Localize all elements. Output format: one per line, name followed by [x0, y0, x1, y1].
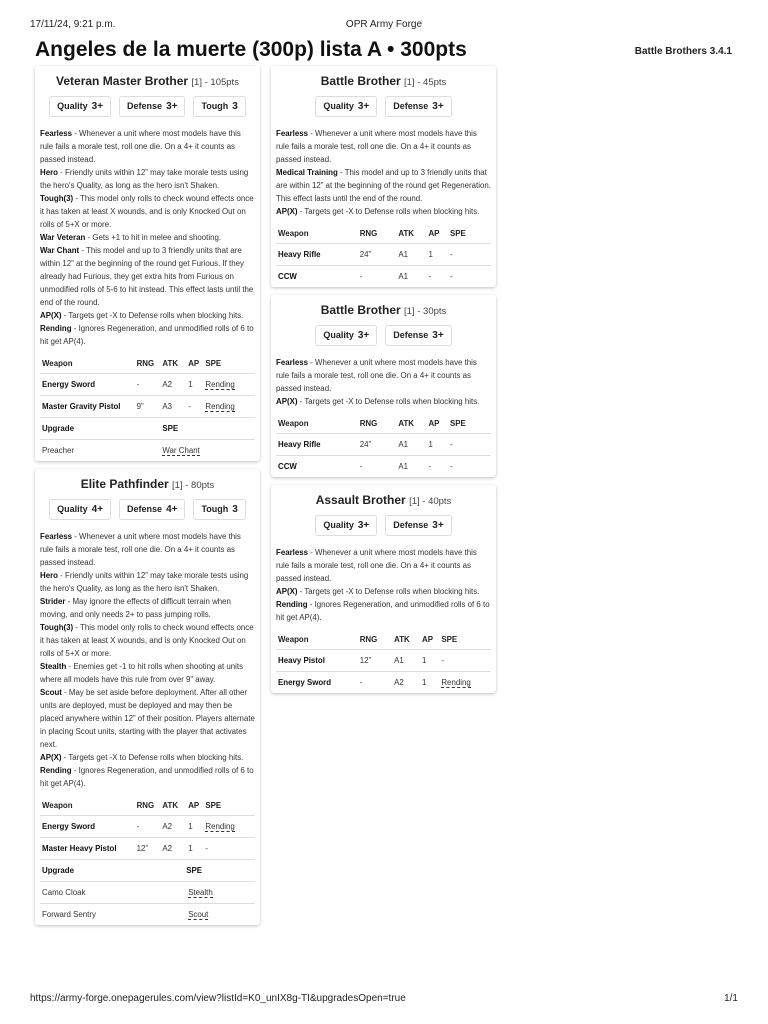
rule-tooltip-link[interactable]: Rending	[205, 380, 235, 389]
table-row: Master Gravity Pistol 9” A3 - Rending	[40, 396, 255, 418]
rule-item: Medical Training - This model and up to 3 friendly units that are within 12” at the beginning of the round get Regeneration. This effect lasts until the end of the round.	[276, 168, 491, 203]
table-row: Heavy Rifle 24” A1 1 -	[276, 434, 491, 456]
unit-card-battle-brother-45	[271, 66, 496, 287]
stat-tough: Tough 3	[193, 499, 245, 520]
rule-item: Fearless - Whenever a unit where most models have this rule fails a morale test, roll one die. On a 4+ it counts as passed instead.	[40, 532, 241, 567]
unit-stats	[40, 499, 255, 520]
unit-stats	[40, 96, 255, 117]
unit-title: Battle Brother [1] - 30pts	[320, 303, 447, 317]
special-rules	[276, 546, 491, 624]
rule-item: Rending - Ignores Regeneration, and unmodified rolls of 6 to hit get AP(4).	[276, 600, 490, 622]
table-row: Energy Sword - A2 1 Rending	[40, 816, 255, 838]
stat-defense: Defense 4+	[119, 499, 185, 520]
rule-item: Rending - Ignores Regeneration, and unmodified rolls of 6 to hit get AP(4).	[40, 324, 254, 346]
rule-item: War Chant - This model and up to 3 friendly units that are within 12” at the beginning of the round get Furious. If they already had Furious, they get extra hits from Furious on unmodified rolls of 5-6 to hit instead. This effect lasts until the end of the round.	[40, 246, 254, 307]
rule-tooltip-link[interactable]: Rending	[441, 678, 471, 687]
stat-quality: Quality 4+	[49, 499, 111, 520]
stat-quality: Quality 3+	[49, 96, 111, 117]
special-rules	[276, 356, 491, 408]
unit-card-battle-brother-30	[271, 295, 496, 477]
rule-item: Hero - Friendly units within 12” may take morale tests using the hero's Quality, as long as the hero isn't Shaken.	[40, 571, 249, 593]
right-column	[271, 66, 496, 701]
unit-card-elite-pathfinder	[35, 469, 260, 925]
page-title: Angeles de la muerte (300p) lista A • 300pts	[35, 38, 467, 61]
rule-item: Hero - Friendly units within 12” may take morale tests using the hero's Quality, as long as the hero isn't Shaken.	[40, 168, 249, 190]
unit-stats	[276, 96, 491, 117]
left-column	[35, 66, 260, 933]
rule-tooltip-link[interactable]: War Chant	[162, 446, 200, 455]
rule-item: Scout - May be set aside before deployment. After all other units are deployed, must be deployed and may then be placed anywhere within 12” of their position. Players alternate in placing Scout units, starting with the player that activates next.	[40, 688, 255, 749]
table-row: Energy Sword - A2 1 Rending	[40, 374, 255, 396]
rule-tooltip-link[interactable]: Rending	[205, 402, 235, 411]
table-row: Heavy Rifle 24” A1 1 -	[276, 244, 491, 266]
table-row: Forward Sentry Scout	[42, 910, 209, 919]
table-header-row: Weapon RNG ATK AP SPE	[276, 630, 491, 650]
weapons-table	[40, 354, 255, 461]
table-header-row: Weapon RNG ATK AP SPE	[276, 414, 491, 434]
upgrade-header-row: Upgrade SPE	[40, 418, 255, 440]
rule-item: Fearless - Whenever a unit where most models have this rule fails a morale test, roll one die. On a 4+ it counts as passed instead.	[40, 129, 241, 164]
stat-defense: Defense 3+	[385, 325, 451, 346]
rule-tooltip-link[interactable]: Scout	[188, 910, 209, 919]
rule-item: Tough(3) - This model only rolls to check wound effects once it has taken at least X wounds, and is only Knocked Out on rolls of 5+X or more.	[40, 194, 254, 229]
rule-item: AP(X) - Targets get -X to Defense rolls when blocking hits.	[40, 311, 244, 320]
table-row: Camo Cloak Stealth	[40, 882, 255, 904]
table-row: CCW - A1 - -	[278, 272, 453, 281]
table-row: Energy Sword - A2 1 Rending	[278, 678, 471, 687]
table-header-row: Weapon RNG ATK AP SPE	[40, 354, 255, 374]
stat-defense: Defense 3+	[385, 515, 451, 536]
rule-item: Fearless - Whenever a unit where most models have this rule fails a morale test, roll one die. On a 4+ it counts as passed instead.	[276, 129, 477, 164]
special-rules	[276, 127, 491, 218]
rule-item: War Veteran - Gets +1 to hit in melee and shooting.	[40, 233, 222, 242]
weapons-table	[40, 796, 255, 925]
table-header-row: Weapon RNG ATK AP SPE	[276, 224, 491, 244]
print-page-number: 1/1	[724, 993, 738, 1004]
rule-item: Strider - May ignore the effects of difficult terrain when moving, and only needs 2+ to pass jumping rolls.	[40, 597, 231, 619]
special-rules	[40, 530, 255, 790]
unit-title: Battle Brother [1] - 45pts	[320, 74, 447, 88]
rule-tooltip-link[interactable]: Rending	[205, 822, 235, 831]
weapons-table	[276, 224, 491, 287]
rule-item: AP(X) - Targets get -X to Defense rolls when blocking hits.	[276, 397, 480, 406]
unit-title: Assault Brother [1] - 40pts	[315, 493, 452, 507]
unit-title: Elite Pathfinder [1] - 80pts	[80, 477, 215, 491]
unit-title: Veteran Master Brother [1] - 105pts	[56, 74, 239, 88]
stat-tough: Tough 3	[193, 96, 245, 117]
unit-card-assault-brother	[271, 485, 496, 693]
stat-defense: Defense 3+	[119, 96, 185, 117]
stat-quality: Quality 3+	[315, 96, 377, 117]
table-row: Heavy Pistol 12” A1 1 -	[276, 650, 491, 672]
unit-stats	[276, 325, 491, 346]
print-url: https://army-forge.onepagerules.com/view?listId=K0_unIX8g-TI&upgradesOpen=true	[30, 993, 406, 1004]
rule-item: AP(X) - Targets get -X to Defense rolls when blocking hits.	[40, 753, 244, 762]
rule-item: AP(X) - Targets get -X to Defense rolls when blocking hits.	[276, 587, 480, 596]
print-header	[30, 19, 738, 33]
table-row: Preacher War Chant	[42, 446, 200, 455]
unit-card-veteran-master-brother	[35, 66, 260, 461]
rule-item: Stealth - Enemies get -1 to hit rolls when shooting at units where all models have this rule from over 9” away.	[40, 662, 244, 684]
rule-item: Tough(3) - This model only rolls to check wound effects once it has taken at least X wounds, and is only Knocked Out on rolls of 5+X or more.	[40, 623, 254, 658]
rule-item: AP(X) - Targets get -X to Defense rolls when blocking hits.	[276, 207, 480, 216]
weapons-table	[276, 630, 491, 693]
rule-tooltip-link[interactable]: Stealth	[188, 888, 213, 897]
special-rules	[40, 127, 255, 348]
rule-item: Fearless - Whenever a unit where most models have this rule fails a morale test, roll one die. On a 4+ it counts as passed instead.	[276, 358, 477, 393]
weapons-table	[276, 414, 491, 477]
game-version: Battle Brothers 3.4.1	[634, 46, 732, 57]
unit-stats	[276, 515, 491, 536]
rule-item: Rending - Ignores Regeneration, and unmodified rolls of 6 to hit get AP(4).	[40, 766, 254, 788]
rule-item: Fearless - Whenever a unit where most models have this rule fails a morale test, roll one die. On a 4+ it counts as passed instead.	[276, 548, 477, 583]
stat-defense: Defense 3+	[385, 96, 451, 117]
table-row: CCW - A1 - -	[278, 462, 453, 471]
stat-quality: Quality 3+	[315, 325, 377, 346]
table-header-row: Weapon RNG ATK AP SPE	[40, 796, 255, 816]
print-app-title: OPR Army Forge	[345, 19, 423, 30]
table-row: Master Heavy Pistol 12” A2 1 -	[40, 838, 255, 860]
stat-quality: Quality 3+	[315, 515, 377, 536]
print-datetime: 17/11/24, 9:21 p.m.	[30, 19, 116, 30]
upgrade-header-row: Upgrade SPE	[40, 860, 255, 882]
